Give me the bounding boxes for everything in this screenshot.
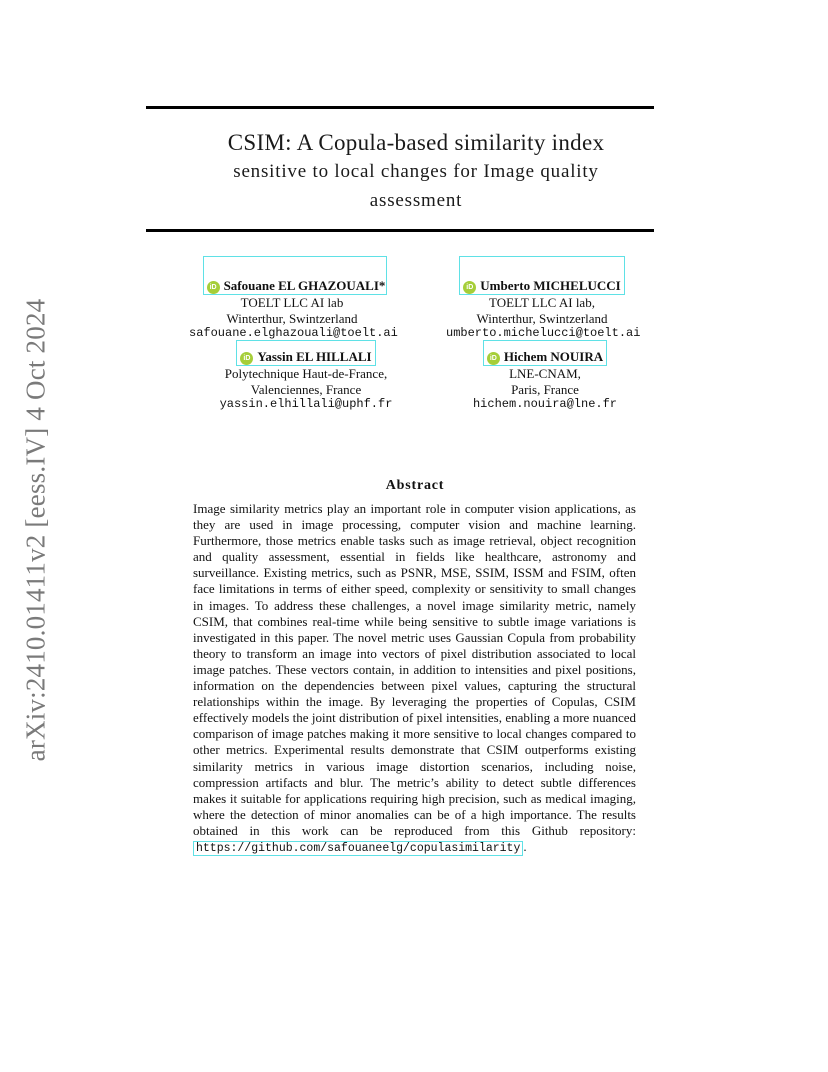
author-location: Winterthur, Swintzerland: [226, 310, 358, 326]
orcid-icon[interactable]: iD: [487, 352, 500, 365]
abstract-heading: Abstract: [385, 478, 445, 493]
abstract-text: Image similarity metrics play an important role in computer vision applications, as they are used in image processing, computer vision and machine learning. Furthermore, those metrics enable tasks such as image retrieval, object recognition and quality assessment, essential in fields like healthcare, astronomy and surveillance. Existing metrics, such as PSNR, MSE, SSIM, ISSM and FSIM, often face limitations in terms of either speed, complexity or sensitivity to small changes in images. To address these challenges, a novel image similarity metric, namely CSIM, that combines real-time while being sensitive to subtle image variations is investigated in this paper. The novel metric uses Gaussian Copula from probability theory to transform an image into vectors of pixel distribution associated to local image patches. These vectors contain, in addition to intensities and pixel positions, information on the dependencies between pixel values, capturing the structural relationships within the image. By leveraging the properties of Copulas, CSIM effectively models the joint distribution of pixel intensities, enabling a more nuanced comparison of image patches making it more sensitive to local changes compared to other metrics. Experimental results demonstrate that CSIM outperforms existing similarity metrics in various image distortion scenarios, including noise, compression artifacts and blur. The metric’s ability to detect subtle differences makes it suitable for applications requiring high precision, such as medical imaging, where the detection of minor anomalies can be of a high importance. The results obtained in this work can be reproduced from this Github repository:: [193, 501, 636, 838]
author-name-link[interactable]: [459, 256, 624, 295]
author-location: Valenciennes, France: [250, 381, 362, 397]
title-line-3: assessment: [369, 190, 463, 211]
github-repo-link[interactable]: https://github.com/safouaneelg/copulasimilarity: [193, 841, 523, 856]
title-top-rule: [146, 106, 654, 109]
author-name: Umberto MICHELUCCI: [480, 278, 621, 293]
author-affiliation: Polytechnique Haut-de-France,: [224, 366, 388, 381]
title-line-1: CSIM: A Copula-based similarity index: [227, 130, 605, 155]
title-line-2: sensitive to local changes for Image quality: [233, 161, 599, 182]
author-affiliation: LNE-CNAM,: [509, 366, 581, 381]
author-location: Winterthur, Swintzerland: [476, 310, 608, 326]
author-block: [470, 340, 620, 413]
author-location: Paris, France: [511, 381, 579, 397]
author-name: Yassin EL HILLALI: [257, 349, 372, 364]
author-affiliation: TOELT LLC AI lab: [240, 295, 344, 310]
abstract-end-punct: .: [523, 838, 527, 854]
author-name-link[interactable]: [236, 340, 375, 366]
orcid-icon[interactable]: iD: [240, 352, 253, 365]
author-email: yassin.elhillali@uphf.fr: [219, 397, 393, 411]
title-bottom-rule: [146, 229, 654, 232]
author-name-link[interactable]: [203, 256, 388, 295]
author-name: Safouane EL GHAZOUALI*: [223, 278, 386, 293]
orcid-icon[interactable]: iD: [463, 281, 476, 294]
author-block: [446, 256, 641, 342]
author-affiliation: TOELT LLC AI lab,: [489, 295, 595, 310]
paper-title: [146, 128, 686, 215]
author-name: Hichem NOUIRA: [503, 349, 604, 364]
orcid-icon[interactable]: iD: [207, 281, 220, 294]
author-email: hichem.nouira@lne.fr: [472, 397, 618, 411]
abstract-body: [193, 501, 636, 857]
author-block: [189, 256, 398, 342]
arxiv-side-stamp: arXiv:2410.01411v2 [eess.IV] 4 Oct 2024: [20, 298, 51, 762]
author-email: umberto.michelucci@toelt.ai: [446, 326, 641, 340]
author-block: [206, 340, 406, 413]
author-email: safouane.elghazouali@toelt.ai: [189, 326, 398, 340]
author-name-link[interactable]: [483, 340, 607, 366]
